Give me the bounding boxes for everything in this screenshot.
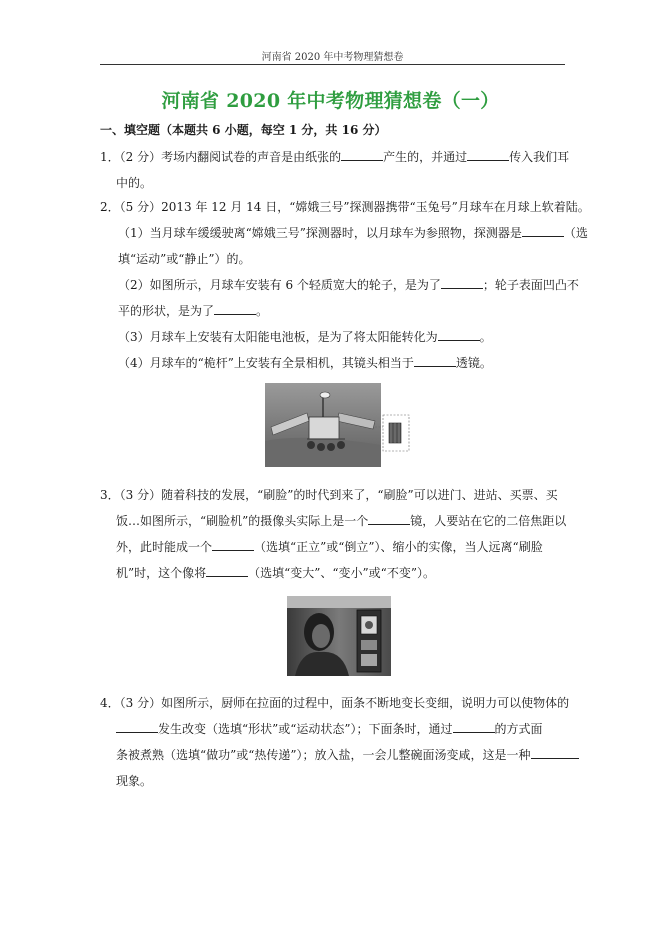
answer-blank[interactable] bbox=[206, 562, 248, 577]
question-text: 平的形状，是为了 bbox=[118, 304, 215, 318]
question-number: 1． bbox=[100, 150, 120, 164]
answer-blank[interactable] bbox=[531, 744, 579, 759]
answer-blank[interactable] bbox=[441, 274, 483, 289]
question-text: 中的。 bbox=[116, 176, 153, 190]
question-line bbox=[100, 246, 570, 272]
question-text: 。 bbox=[479, 330, 492, 344]
question-line bbox=[100, 170, 570, 196]
question-line bbox=[100, 716, 570, 742]
question-1 bbox=[100, 144, 570, 196]
question-line bbox=[100, 324, 570, 350]
question-line bbox=[100, 298, 570, 324]
question-text: （2 分）考场内翻阅试卷的声音是由纸张的 bbox=[119, 150, 342, 164]
answer-blank[interactable] bbox=[414, 352, 456, 367]
question-line bbox=[100, 194, 590, 220]
question-4 bbox=[100, 690, 570, 794]
question-text: （选 bbox=[563, 226, 588, 240]
question-line bbox=[100, 560, 570, 586]
answer-blank[interactable] bbox=[453, 718, 495, 733]
question-line bbox=[100, 350, 570, 376]
question-line bbox=[100, 144, 570, 170]
question-text: 透镜。 bbox=[455, 356, 492, 370]
page-title: 河南省 2020 年中考物理猜想卷（一） bbox=[161, 90, 500, 112]
question-line bbox=[100, 482, 570, 508]
question-text: （4）月球车的“桅杆”上安装有全景相机，其镜头相当于 bbox=[118, 356, 414, 370]
question-text: 产生的，并通过 bbox=[383, 150, 468, 164]
answer-blank[interactable] bbox=[116, 718, 158, 733]
question-number: 4． bbox=[100, 696, 120, 710]
lunar-rover-figure bbox=[265, 383, 411, 467]
face-scan-illustration bbox=[287, 596, 391, 676]
question-text: 现象。 bbox=[116, 774, 153, 788]
question-text: （选填“变大”、“变小”或“不变”）。 bbox=[248, 566, 435, 580]
lunar-rover-illustration bbox=[265, 383, 411, 467]
question-text: （2）如图所示，月球车安装有 6 个轻质宽大的轮子，是为了 bbox=[118, 278, 441, 292]
face-scan-figure bbox=[287, 596, 391, 676]
answer-blank[interactable] bbox=[522, 222, 564, 237]
answer-blank[interactable] bbox=[438, 326, 480, 341]
question-line bbox=[100, 534, 570, 560]
question-text: 传入我们耳 bbox=[509, 150, 570, 164]
answer-blank[interactable] bbox=[212, 536, 254, 551]
question-line bbox=[100, 508, 570, 534]
answer-blank[interactable] bbox=[214, 300, 256, 315]
question-text: 的方式面 bbox=[494, 722, 543, 736]
question-2 bbox=[100, 194, 590, 376]
question-number: 3． bbox=[100, 488, 120, 502]
question-line bbox=[100, 742, 570, 768]
answer-blank[interactable] bbox=[341, 146, 383, 161]
question-number: 2． bbox=[100, 200, 120, 214]
question-text: （选填“正立”或“倒立”）、缩小的实像，当人远离“刷脸 bbox=[254, 540, 543, 554]
question-text: （3）月球车上安装有太阳能电池板，是为了将太阳能转化为 bbox=[118, 330, 438, 344]
question-text: 外，此时能成一个 bbox=[116, 540, 213, 554]
header-rule bbox=[100, 64, 565, 65]
question-text: 。 bbox=[256, 304, 269, 318]
question-line bbox=[100, 690, 570, 716]
answer-blank[interactable] bbox=[467, 146, 509, 161]
question-text: （1）当月球车缓缓驶离“嫦娥三号”探测器时，以月球车为参照物，探测器是 bbox=[118, 226, 522, 240]
question-text: 填“运动”或“静止”）的。 bbox=[118, 252, 251, 266]
question-line bbox=[100, 768, 570, 794]
section-heading: 一、填空题（本题共 6 小题，每空 1 分，共 16 分） bbox=[100, 123, 387, 137]
running-header: 河南省 2020 年中考物理猜想卷 bbox=[261, 52, 404, 63]
question-text: （3 分）随着科技的发展，“刷脸”的时代到来了，“刷脸”可以进门、进站、买票、买 bbox=[119, 488, 558, 502]
question-3 bbox=[100, 482, 570, 586]
question-text: （3 分）如图所示，厨师在拉面的过程中，面条不断地变长变细，说明力可以使物体的 bbox=[119, 696, 570, 710]
question-text: 饭…如图所示，“刷脸机”的摄像头实际上是一个 bbox=[116, 514, 369, 528]
question-text: ；轮子表面凹凸不 bbox=[482, 278, 579, 292]
question-text: （5 分）2013 年 12 月 14 日，“嫦娥三号”探测器携带“玉兔号”月球车在月球上软着陆。 bbox=[119, 200, 590, 214]
question-text: 条被煮熟（选填“做功”或“热传递”）；放入盐，一会儿整碗面汤变咸，这是一种 bbox=[116, 748, 531, 762]
question-text: 机”时，这个像将 bbox=[116, 566, 207, 580]
question-text: 发生改变（选填“形状”或“运动状态”）；下面条时，通过 bbox=[158, 722, 453, 736]
question-line bbox=[100, 220, 588, 246]
question-line bbox=[100, 272, 579, 298]
answer-blank[interactable] bbox=[368, 510, 410, 525]
question-text: 镜，人要站在它的二倍焦距以 bbox=[410, 514, 567, 528]
